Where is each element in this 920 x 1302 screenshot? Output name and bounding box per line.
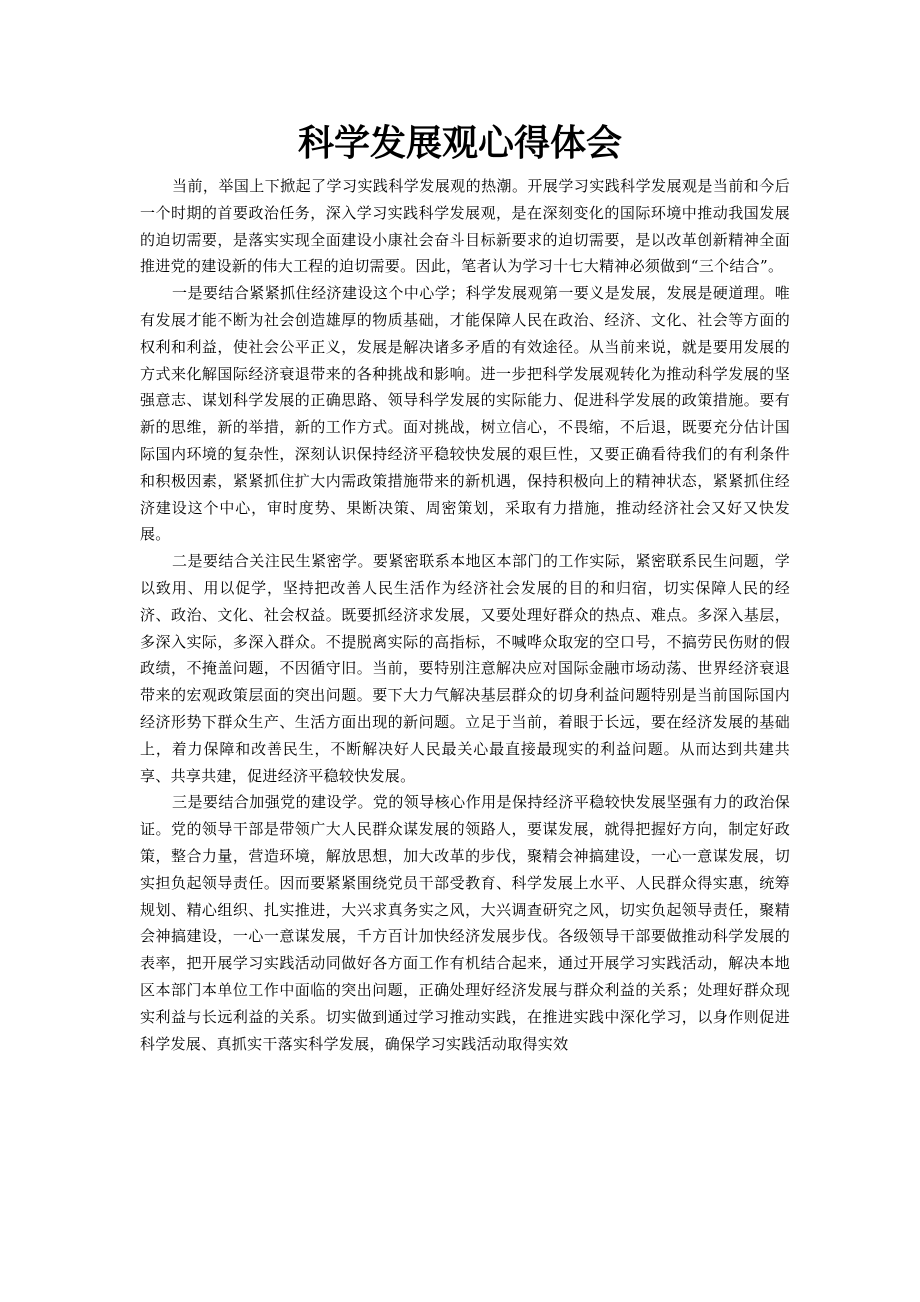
- paragraph-point-two: 二是要结合关注民生紧密学。要紧密联系本地区本部门的工作实际，紧密联系民生问题，学以致用、用以促学，坚持把改善人民生活作为经济社会发展的目的和归宿，切实保障人民的经济、政治、文化、社会权益。既要抓经济求发展，又要处理好群众的热点、难点。多深入基层，多深入实际，多深入群众。不提脱离实际的高指标，不喊哗众取宠的空口号，不搞劳民伤财的假政绩，不掩盖问题，不因循守旧。当前，要特别注意解决应对国际金融市场动荡、世界经济衰退带来的宏观政策层面的突出问题。要下大力气解决基层群众的切身利益问题特别是当前国际国内经济形势下群众生产、生活方面出现的新问题。立足于当前，着眼于长远，要在经济发展的基础上，着力保障和改善民生，不断解决好人民最关心最直接最现实的利益问题。从而达到共建共享、共享共建，促进经济平稳较快发展。: [140, 552, 790, 785]
- paragraph-intro: 当前，举国上下掀起了学习实践科学发展观的热潮。开展学习实践科学发展观是当前和今后一个时期的首要政治任务，深入学习实践科学发展观，是在深刻变化的国际环境中推动我国发展的迫切需要，是落实实现全面建设小康社会奋斗目标新要求的迫切需要，是以改革创新精神全面推进党的建设新的伟大工程的迫切需要。因此，笔者认为学习十七大精神必须做到“三个结合”。: [140, 177, 790, 276]
- paragraph-point-one: 一是要结合紧紧抓住经济建设这个中心学；科学发展观第一要义是发展，发展是硬道理。唯有发展才能不断为社会创造雄厚的物质基础，才能保障人民在政治、经济、文化、社会等方面的权利和利益，使社会公平正义，发展是解决诸多矛盾的有效途径。从当前来说，就是要用发展的方式来化解国际经济衰退带来的各种挑战和影响。进一步把科学发展观转化为推动科学发展的坚强意志、谋划科学发展的正确思路、领导科学发展的实际能力、促进科学发展的政策措施。要有新的思维，新的举措，新的工作方式。面对挑战，树立信心，不畏缩，不后退，既要充分估计国际国内环境的复杂性，深刻认识保持经济平稳较快发展的艰巨性，又要正确看待我们的有利条件和积极因素，紧紧抓住扩大内需政策措施带来的新机遇，保持积极向上的精神状态，紧紧抓住经济建设这个中心，审时度势、果断决策、周密策划，采取有力措施，推动经济社会又好又快发展。: [140, 284, 790, 544]
- document-title: 科学发展观心得体会: [297, 123, 622, 164]
- paragraph-point-three: 三是要结合加强党的建设学。党的领导核心作用是保持经济平稳较快发展坚强有力的政治保证。党的领导干部是带领广大人民群众谋发展的领路人，要谋发展，就得把握好方向，制定好政策，整合力量，营造环境，解放思想，加大改革的步伐，聚精会神搞建设，一心一意谋发展，切实担负起领导责任。因而要紧紧围绕党员干部受教育、科学发展上水平、人民群众得实惠，统筹规划、精心组织、扎实推进，大兴求真务实之风，大兴调查研究之风，切实负起领导责任，聚精会神搞建设，一心一意谋发展，千方百计加快经济发展步伐。各级领导干部要做推动科学发展的表率，把开展学习实践活动同做好各方面工作有机结合起来，通过开展学习实践活动，解决本地区本部门本单位工作中面临的突出问题，正确处理好经济发展与群众利益的关系；处理好群众现实利益与长远利益的关系。切实做到通过学习推动实践，在推进实践中深化学习，以身作则促进科学发展、真抓实干落实科学发展，确保学习实践活动取得实效: [140, 793, 790, 1053]
- document-body: [140, 173, 790, 1057]
